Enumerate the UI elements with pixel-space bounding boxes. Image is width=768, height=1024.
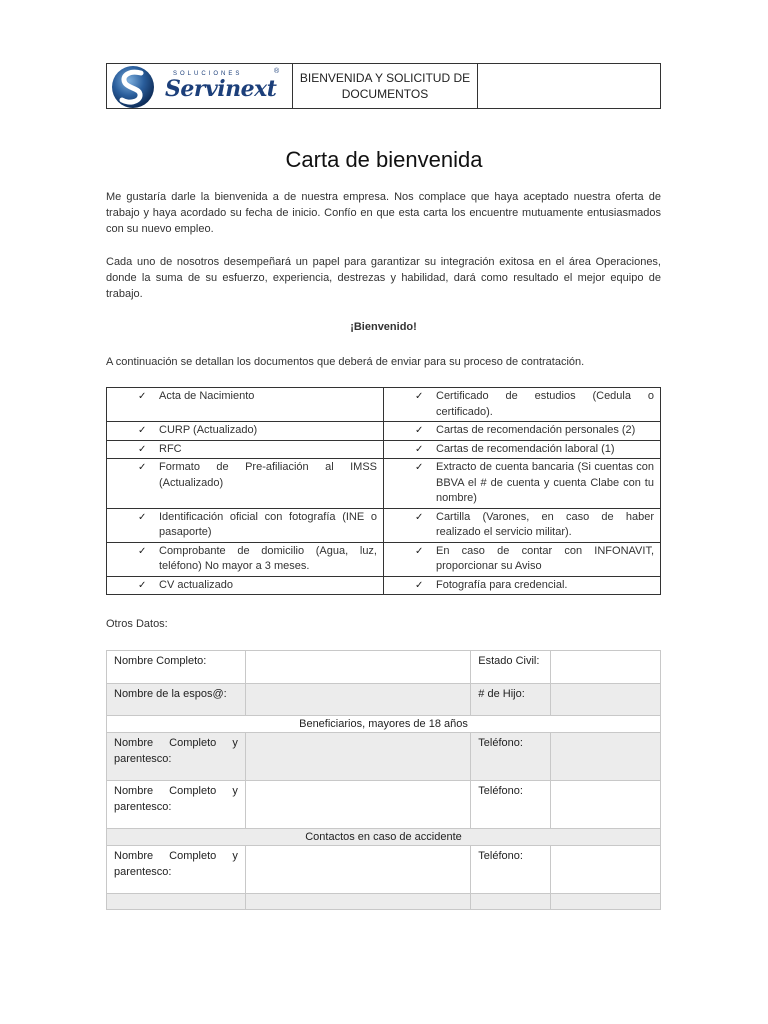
- registered-mark: ®: [274, 68, 280, 75]
- document-item-label: Certificado de estudios (Cedula o certificado).: [436, 390, 654, 418]
- company-logo: [107, 64, 293, 108]
- documents-table: [106, 387, 661, 595]
- checkmark-icon: ✓: [415, 391, 424, 402]
- document-row: [107, 508, 661, 542]
- header-title: BIENVENIDA Y SOLICITUD DE DOCUMENTOS: [293, 64, 478, 108]
- checkmark-icon: ✓: [415, 545, 424, 557]
- document-item-label: Formato de Pre-afiliación al IMSS (Actualizado): [159, 461, 377, 489]
- checkmark-icon: ✓: [415, 462, 424, 473]
- document-header: [106, 63, 661, 109]
- document-cell: [107, 508, 384, 542]
- document-row: [107, 542, 661, 576]
- form-row: [107, 684, 661, 716]
- empty-cell[interactable]: [245, 894, 470, 910]
- beneficiario-1-field[interactable]: [245, 733, 470, 781]
- document-cell: [384, 422, 661, 441]
- page-title: Carta de bienvenida: [285, 147, 483, 172]
- checkmark-icon: ✓: [415, 425, 424, 436]
- beneficiario-2-field[interactable]: [245, 781, 470, 829]
- nombre-completo-label: Nombre Completo:: [107, 651, 246, 684]
- num-hijo-field[interactable]: [551, 684, 661, 716]
- document-row: [107, 576, 661, 595]
- welcome-heading: ¡Bienvenido!: [350, 321, 417, 333]
- checkmark-icon: ✓: [138, 443, 147, 455]
- logo-sphere-icon: [109, 64, 171, 108]
- paragraph-2: Cada uno de nosotros desempeñará un papel para garantizar su integración exitosa en el área Operaciones, donde la suma de su esfuerzo, experiencia, destrezas y habilidad, dará como resultado el mejor equipo de trabajo.: [106, 256, 661, 300]
- form-row: [107, 846, 661, 894]
- checkmark-icon: ✓: [138, 511, 147, 523]
- checkmark-icon: ✓: [415, 511, 424, 523]
- beneficiario-1-telefono-field[interactable]: [551, 733, 661, 781]
- document-item-label: CURP (Actualizado): [159, 424, 258, 436]
- nombre-esposa-field[interactable]: [245, 684, 470, 716]
- checkmark-icon: ✓: [138, 579, 147, 591]
- empty-cell[interactable]: [551, 894, 661, 910]
- logo-wordmark: Servinext: [165, 76, 277, 102]
- nombre-esposa-label: Nombre de la espos@:: [107, 684, 246, 716]
- estado-civil-label: Estado Civil:: [471, 651, 551, 684]
- document-item-label: Cartas de recomendación personales (2): [436, 424, 636, 436]
- document-row: [107, 459, 661, 509]
- beneficiario-1-telefono-label: Teléfono:: [471, 733, 551, 781]
- beneficiarios-heading: Beneficiarios, mayores de 18 años: [107, 716, 661, 733]
- document-row: [107, 440, 661, 459]
- contacto-1-label: Nombre Completo y parentesco:: [107, 846, 246, 894]
- document-cell: [107, 422, 384, 441]
- beneficiario-2-telefono-field[interactable]: [551, 781, 661, 829]
- contacto-1-field[interactable]: [245, 846, 470, 894]
- document-item-label: Acta de Nacimiento: [159, 390, 255, 402]
- form-row: [107, 733, 661, 781]
- checkmark-icon: ✓: [415, 443, 424, 455]
- document-row: [107, 388, 661, 422]
- header-empty-cell: [478, 64, 660, 108]
- document-cell: [384, 459, 661, 509]
- document-cell: [107, 576, 384, 595]
- document-cell: [107, 440, 384, 459]
- beneficiario-2-telefono-label: Teléfono:: [471, 781, 551, 829]
- contacto-1-telefono-field[interactable]: [551, 846, 661, 894]
- document-item-label: Comprobante de domicilio (Agua, luz, teléfono) No mayor a 3 meses.: [159, 544, 377, 572]
- document-item-label: Identificación oficial con fotografía (INE o pasaporte): [159, 510, 377, 538]
- estado-civil-field[interactable]: [551, 651, 661, 684]
- otros-datos-label: Otros Datos:: [106, 618, 168, 630]
- document-item-label: Cartas de recomendación laboral (1): [436, 442, 615, 455]
- num-hijo-label: # de Hijo:: [471, 684, 551, 716]
- contacto-1-telefono-label: Teléfono:: [471, 846, 551, 894]
- document-item-label: Extracto de cuenta bancaria (Si cuentas con BBVA el # de cuenta y cuenta Clabe con tu nombre): [436, 461, 654, 504]
- checkmark-icon: ✓: [138, 462, 147, 473]
- beneficiario-1-label: Nombre Completo y parentesco:: [107, 733, 246, 781]
- checkmark-icon: ✓: [138, 425, 147, 436]
- contactos-heading: Contactos en caso de accidente: [107, 829, 661, 846]
- document-cell: [107, 459, 384, 509]
- document-cell: [384, 388, 661, 422]
- document-cell: [107, 388, 384, 422]
- nombre-completo-field[interactable]: [245, 651, 470, 684]
- document-cell: [384, 440, 661, 459]
- document-cell: [107, 542, 384, 576]
- paragraph-1: Me gustaría darle la bienvenida a de nuestra empresa. Nos complace que haya aceptado nuestra oferta de trabajo y haya acordado su fecha de inicio. Confío en que esta carta los encuentre mutuamente entusiasmados con su nuevo empleo.: [106, 191, 661, 235]
- personal-data-form: [106, 650, 661, 910]
- form-row: [107, 781, 661, 829]
- document-cell: [384, 576, 661, 595]
- empty-cell[interactable]: [471, 894, 551, 910]
- document-cell: [384, 542, 661, 576]
- empty-cell[interactable]: [107, 894, 246, 910]
- document-item-label: CV actualizado: [159, 578, 233, 591]
- form-row: [107, 894, 661, 910]
- documents-intro: A continuación se detallan los documentos que deberá de enviar para su proceso de contratación.: [106, 356, 585, 368]
- document-item-label: En caso de contar con INFONAVIT, proporcionar su Aviso: [436, 544, 654, 572]
- checkmark-icon: ✓: [138, 545, 147, 557]
- checkmark-icon: ✓: [138, 391, 147, 402]
- document-cell: [384, 508, 661, 542]
- beneficiario-2-label: Nombre Completo y parentesco:: [107, 781, 246, 829]
- form-row: [107, 651, 661, 684]
- checkmark-icon: ✓: [415, 579, 424, 591]
- document-row: [107, 422, 661, 441]
- document-item-label: Cartilla (Varones, en caso de haber realizado el servicio militar).: [436, 510, 654, 538]
- form-row: [107, 716, 661, 733]
- document-item-label: RFC: [159, 442, 182, 455]
- document-item-label: Fotografía para credencial.: [436, 578, 568, 591]
- form-row: [107, 829, 661, 846]
- logo-tagline: SOLUCIONES: [173, 71, 243, 77]
